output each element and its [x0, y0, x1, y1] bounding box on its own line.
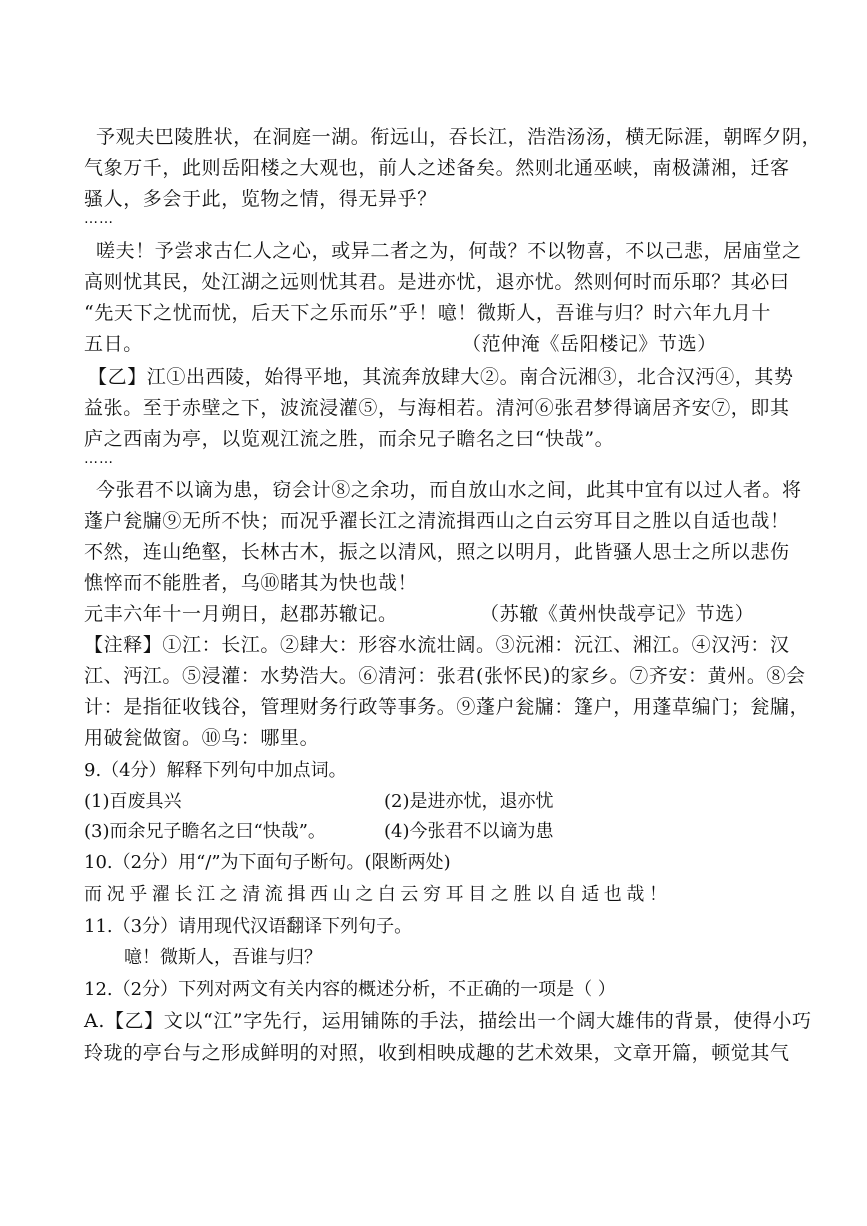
question-12-option-a-line-2: 玲珑的亭台与之形成鲜明的对照，收到相映成趣的艺术效果，文章开篇，顿觉其气 — [84, 1042, 790, 1064]
passage-b-line-4: 今张君不以谪为患，窃会计⑧之余功，而自放山水之间，此其中宜有以过人者。将 — [96, 479, 802, 501]
passage-a-line-3: 骚人，多会于此，览物之情，得无异乎？ — [84, 188, 437, 210]
passage-b-line-2: 益张。至于赤壁之下，波流浸灌⑤，与海相若。清河⑥张君梦得谪居齐安⑦，即其 — [84, 397, 790, 419]
question-12-stem: 12.（2分）下列对两文有关内容的概述分析，不正确的一项是（ ） — [84, 979, 616, 1000]
passage-b-date: 元丰六年十一月朔日，赵郡苏辙记。 — [84, 603, 398, 625]
question-10-sentence: 而况乎濯长江之清流揖西山之白云穷耳目之胜以自适也哉！ — [84, 884, 672, 905]
passage-a-line-4: 嗟夫！予尝求古仁人之心，或异二者之为，何哉？不以物喜，不以己悲，居庙堂之 — [96, 240, 802, 262]
notes-line-3: 计：是指征收钱谷，管理财务行政等事务。⑨蓬户瓮牖：篷户，用蓬草编门；瓮牖， — [84, 696, 810, 718]
passage-a-line-7: 五日。 — [84, 333, 143, 355]
passage-a-line-1: 予观夫巴陵胜状，在洞庭一湖。衔远山，吞长江，浩浩汤汤，横无际涯，朝晖夕阴， — [96, 126, 822, 148]
notes-line-4: 用破瓮做窗。⑩乌：哪里。 — [84, 727, 320, 749]
question-10-stem: 10.（2分）用“/”为下面句子断句。(限断两处) — [84, 852, 451, 873]
question-9-item-3: (3)而余兄子瞻名之曰“快哉”。 — [84, 821, 326, 842]
notes-line-1: 【注释】①江：长江。②肆大：形容水流壮阔。③沅湘：沅江、湘江。④汉沔：汉 — [84, 634, 790, 656]
passage-b-line-6: 不然，连山绝壑，长林古木，振之以清风，照之以明月，此皆骚人思士之所以悲伤 — [84, 541, 790, 563]
passage-a-source: （范仲淹《岳阳楼记》节选） — [462, 333, 717, 355]
passage-b-line-7: 憔悴而不能胜者，乌⑩睹其为快也哉！ — [84, 572, 418, 594]
question-9-item-1: (1)百废具兴 — [84, 791, 182, 812]
question-11-stem: 11.（3分）请用现代汉语翻译下列句子。 — [84, 916, 413, 937]
passage-a-line-2: 气象万千，此则岳阳楼之大观也，前人之述备矣。然则北通巫峡，南极潇湘，迁客 — [84, 157, 790, 179]
passage-b-source: （苏辙《黄州快哉亭记》节选） — [480, 603, 755, 625]
passage-a-ellipsis: …… — [84, 211, 114, 227]
question-11-sentence: 噫！微斯人，吾谁与归？ — [124, 947, 322, 968]
question-9-item-4: (4)今张君不以谪为患 — [384, 821, 554, 842]
passage-b-ellipsis: …… — [84, 451, 114, 467]
passage-b-line-3: 庐之西南为亭，以览观江流之胜，而余兄子瞻名之曰“快哉”。 — [84, 428, 615, 450]
passage-b-line-1: 【乙】江①出西陵，始得平地，其流奔放肆大②。南合沅湘③，北合汉沔④，其势 — [88, 366, 794, 388]
question-9-stem: 9.（4分）解释下列句中加点词。 — [84, 760, 347, 781]
passage-a-line-6: “先天下之忧而忧，后天下之乐而乐”乎！噫！微斯人，吾谁与归？时六年九月十 — [84, 302, 772, 324]
passage-b-line-5: 蓬户瓮牖⑨无所不快；而况乎濯长江之清流揖西山之白云穷耳目之胜以自适也哉！ — [84, 510, 790, 532]
question-12-option-a-line-1: A.【乙】文以“江”字先行，运用铺陈的手法，描绘出一个阔大雄伟的背景，使得小巧 — [84, 1010, 812, 1032]
notes-line-2: 江、沔江。⑤浸灌：水势浩大。⑥清河：张君(张怀民)的家乡。⑦齐安：黄州。⑧会 — [84, 665, 806, 687]
passage-a-line-5: 高则忧其民，处江湖之远则忧其君。是进亦忧，退亦忧。然则何时而乐耶？其必曰 — [84, 271, 790, 293]
question-9-item-2: (2)是进亦忧，退亦忧 — [384, 791, 554, 812]
